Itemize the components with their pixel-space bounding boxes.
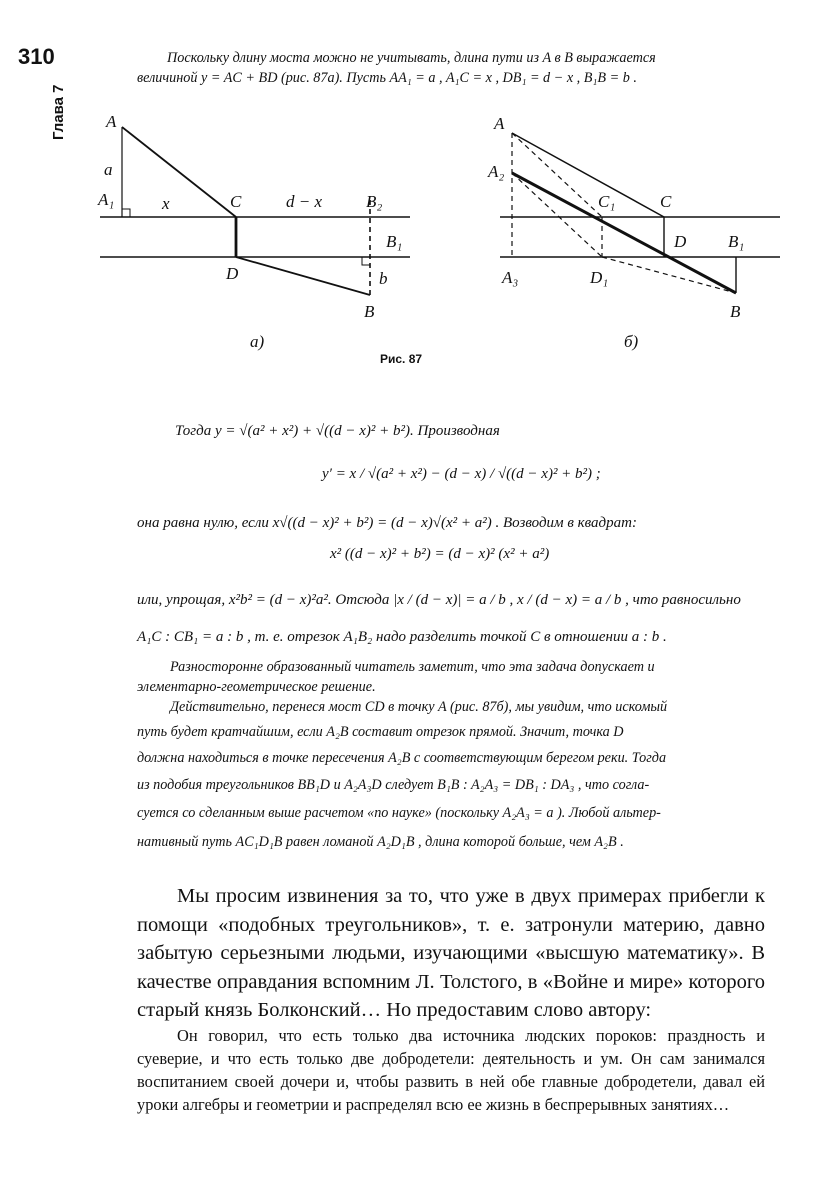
path-AC (122, 127, 236, 217)
subcaption-b: б) (624, 332, 639, 351)
small-para-line-2: элементарно-геометрическое решение. (137, 679, 376, 695)
subcaption-a: а) (250, 332, 265, 351)
main-paragraph: Мы просим извинения за то, что уже в двух примерах прибегли к помощи «подобных треугольников», т. е. затронули материю, давно забытую серьезными людьми, изучающими «высшую математику». В качестве оправдания вспомним Л. Толстого, в «Войне и мире» которого старый князь Болконский… Но предоставим слово автору: (137, 885, 765, 1021)
small-para-line-6: из подобия треугольников BB₁D и A₂A₃D следует B₁B : A₂A₃ = DB₁ : DA₃ , что согла- (137, 777, 650, 793)
right-angle-A1 (122, 209, 130, 217)
fig-a-label-b: b (379, 269, 388, 288)
fig-b-label-B: B (730, 302, 741, 321)
math-line-3: она равна нулю, если x√((d − x)² + b²) = (d − x)√(x² + a²) . Возводим в квадрат: (137, 515, 637, 531)
fig-a-label-A1: A₁ (98, 190, 115, 209)
math-line-1: Тогда y = √(a² + x²) + √((d − x)² + b²). Производная (175, 423, 500, 439)
tolstoy-quote: Он говорил, что есть только два источника людских пороков: праздность и суеверие, и что есть только две добродетели: деятельность и ум. Он сам занимался воспитанием своей дочери и, чтобы развить в ней обе главные добродетели, давал ей уроки алгебры и геометрии и распределял всю ее жизнь в беспрерывных занятиях… (137, 1026, 765, 1114)
fig-b-label-A3: A₃ (502, 268, 519, 287)
math-line-2: y′ = x / √(a² + x²) − (d − x) / √((d − x)² + b²) ; (322, 466, 601, 482)
chapter-label: Глава 7 (50, 84, 67, 140)
intro-line-1: Поскольку длину моста можно не учитывать, длина пути из A в B выражается (167, 50, 656, 66)
path-DB (236, 257, 370, 295)
math-line-6: A₁C : CB₁ = a : b , т. е. отрезок A₁B₂ надо разделить точкой C в отношении a : b . (137, 629, 667, 645)
fig-b-label-D1: D₁ (590, 268, 609, 287)
small-para-line-5: должна находиться в точке пересечения A₂B с соответствующим берегом реки. Тогда (137, 750, 667, 766)
small-para-line-3: Действительно, перенеся мост CD в точку A (рис. 87б), мы увидим, что искомый (170, 699, 668, 715)
small-para-line-7: суется со сделанным выше расчетом «по науке» (поскольку A₂A₃ = a ). Любой альтер- (137, 805, 661, 821)
fig-a-label-A: A (106, 112, 117, 131)
fig-a-label-B: B (364, 302, 375, 321)
fig-a-label-x: x (162, 194, 170, 213)
fig-a-label-B2: B₂ (366, 192, 383, 211)
fig-a-label-B1: B₁ (386, 232, 403, 251)
path-AC-b (512, 133, 664, 217)
fig-b-label-D: D (674, 232, 687, 251)
figure-87b (500, 133, 780, 293)
right-angle-B1 (362, 257, 370, 265)
path-D1B (602, 257, 736, 293)
fig-b-label-C: C (660, 192, 672, 211)
figure-caption: Рис. 87 (380, 352, 423, 366)
math-line-4: x² ((d − x)² + b²) = (d − x)² (x² + a²) (330, 546, 550, 562)
fig-a-label-C: C (230, 192, 242, 211)
math-line-5: или, упрощая, x²b² = (d − x)²a². Отсюда |x / (d − x)| = a / b , x / (d − x) = a / b , что равносильно (137, 592, 741, 608)
segment-A2B (512, 173, 736, 293)
fig-a-label-a: a (104, 160, 113, 179)
intro-line-2: величиной y = AC + BD (рис. 87а). Пусть AA₁ = a , A₁C = x , DB₁ = d − x , B₁B = b . (137, 70, 637, 86)
figure-87a (100, 127, 410, 295)
page-number: 310 (18, 44, 55, 69)
fig-a-label-D: D (226, 264, 239, 283)
small-para-line-4: путь будет кратчайшим, если A₂B составит отрезок прямой. Значит, точка D (137, 724, 624, 740)
fig-b-label-C1: C₁ (598, 192, 616, 211)
small-para-line-8: нативный путь AC₁D₁B равен ломаной A₂D₁B , длина которой больше, чем A₂B . (137, 834, 624, 850)
fig-b-label-A2: A₂ (488, 162, 505, 181)
figure-87 (90, 105, 790, 375)
fig-a-label-d-x: d − x (286, 192, 323, 211)
small-para-line-1: Разносторонне образованный читатель заметит, что эта задача допускает и (170, 659, 655, 675)
fig-b-label-A: A (494, 114, 505, 133)
fig-b-label-B1: B₁ (728, 232, 745, 251)
